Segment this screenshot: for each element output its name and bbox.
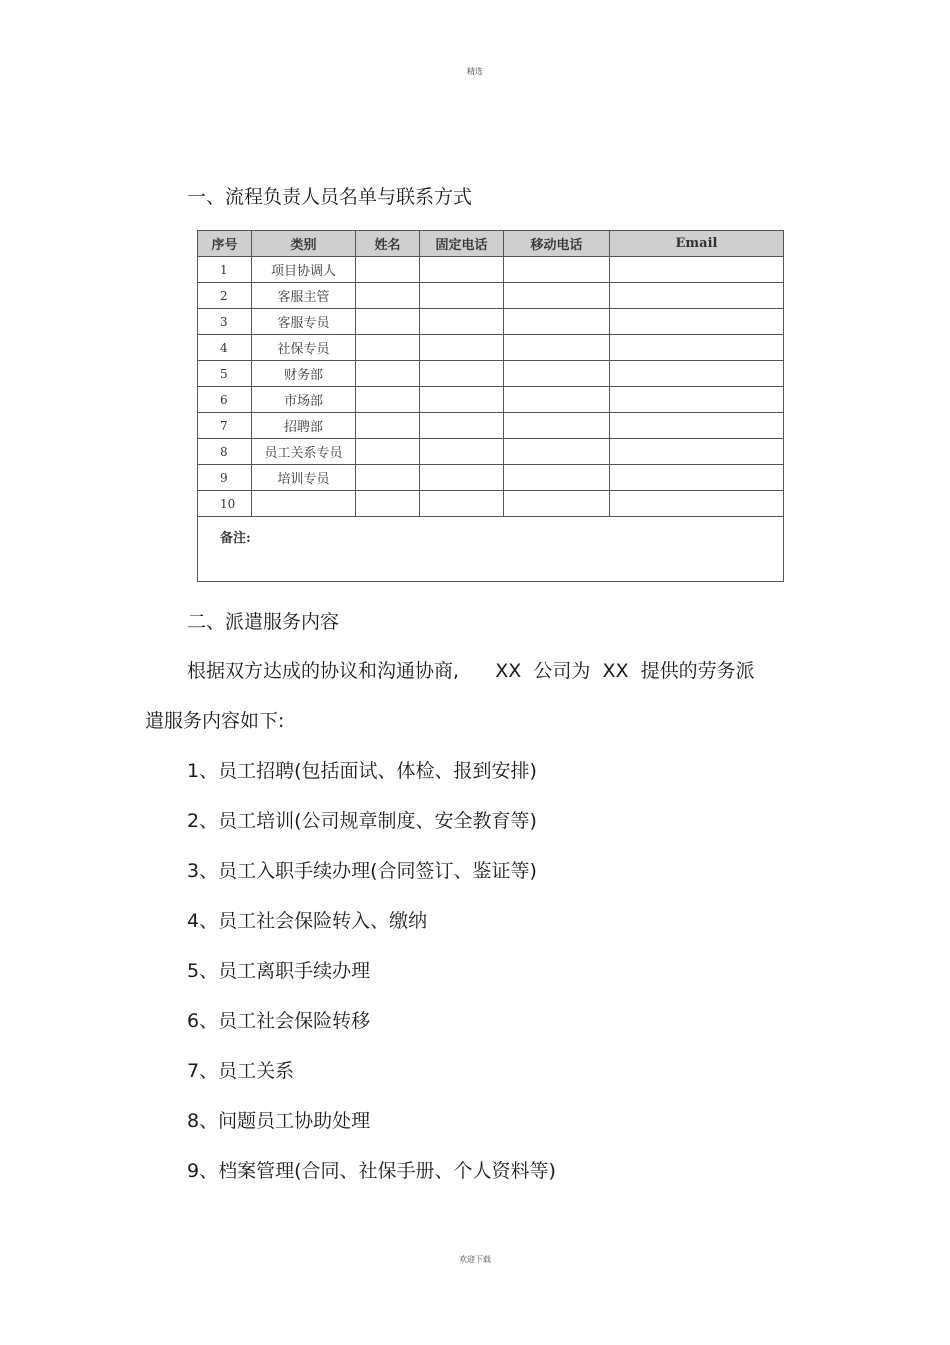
row-mobile-cell [504, 387, 610, 413]
row-name-cell [356, 439, 420, 465]
header-landline: 固定电话 [420, 231, 504, 257]
row-seq: 8 [198, 439, 252, 465]
row-landline-cell [420, 387, 504, 413]
row-name-cell [356, 361, 420, 387]
table-header-row [198, 231, 784, 257]
page-footer-mark: 欢迎下载 [459, 1255, 491, 1264]
table-row [198, 491, 784, 517]
row-email-cell [610, 361, 784, 387]
service-item: 1、员工招聘(包括面试、体检、报到安排) [187, 760, 537, 782]
row-name-cell [356, 413, 420, 439]
service-item: 4、员工社会保险转入、缴纳 [187, 910, 428, 932]
row-seq: 1 [198, 257, 252, 283]
service-item: 8、问题员工协助处理 [187, 1110, 371, 1132]
page-header-mark: 精选 [467, 67, 483, 76]
header-seq: 序号 [198, 231, 252, 257]
row-email-cell [610, 465, 784, 491]
row-mobile-cell [504, 465, 610, 491]
table-row [198, 413, 784, 439]
service-item: 5、员工离职手续办理 [187, 960, 371, 982]
row-seq: 10 [198, 491, 252, 517]
service-item: 3、员工入职手续办理(合同签订、鉴证等) [187, 860, 537, 882]
row-mobile-cell [504, 491, 610, 517]
row-email-cell [610, 309, 784, 335]
contacts-table [197, 230, 784, 582]
intro-paragraph-line-1: 根据双方达成的协议和沟通协商, XX 公司为 XX 提供的劳务派 [187, 660, 755, 682]
row-landline-cell [420, 283, 504, 309]
row-landline-cell [420, 413, 504, 439]
table-row [198, 309, 784, 335]
section-2-title: 二、派遣服务内容 [187, 611, 340, 633]
service-item: 9、档案管理(合同、社保手册、个人资料等) [187, 1160, 556, 1182]
row-category: 员工关系专员 [252, 439, 356, 465]
row-category: 项目协调人 [252, 257, 356, 283]
row-name-cell [356, 491, 420, 517]
row-email-cell [610, 413, 784, 439]
row-landline-cell [420, 309, 504, 335]
service-item: 7、员工关系 [187, 1060, 295, 1082]
intro-paragraph-line-2: 遣服务内容如下: [145, 710, 285, 732]
row-category: 招聘部 [252, 413, 356, 439]
header-mobile: 移动电话 [504, 231, 610, 257]
row-name-cell [356, 465, 420, 491]
table-row [198, 387, 784, 413]
row-name-cell [356, 309, 420, 335]
section-1-title: 一、流程负责人员名单与联系方式 [187, 186, 473, 208]
row-mobile-cell [504, 335, 610, 361]
row-seq: 4 [198, 335, 252, 361]
row-name-cell [356, 335, 420, 361]
row-email-cell [610, 257, 784, 283]
row-seq: 9 [198, 465, 252, 491]
table-row [198, 361, 784, 387]
row-category: 财务部 [252, 361, 356, 387]
row-name-cell [356, 387, 420, 413]
row-seq: 6 [198, 387, 252, 413]
row-name-cell [356, 257, 420, 283]
row-email-cell [610, 335, 784, 361]
service-item: 2、员工培训(公司规章制度、安全教育等) [187, 810, 537, 832]
row-category: 社保专员 [252, 335, 356, 361]
header-name: 姓名 [356, 231, 420, 257]
row-seq: 7 [198, 413, 252, 439]
table-row [198, 335, 784, 361]
row-email-cell [610, 387, 784, 413]
row-category: 客服主管 [252, 283, 356, 309]
row-category: 市场部 [252, 387, 356, 413]
row-email-cell [610, 491, 784, 517]
table-row [198, 465, 784, 491]
row-mobile-cell [504, 413, 610, 439]
row-landline-cell [420, 439, 504, 465]
row-seq: 5 [198, 361, 252, 387]
table-row [198, 257, 784, 283]
row-mobile-cell [504, 309, 610, 335]
row-mobile-cell [504, 361, 610, 387]
header-email: Email [610, 231, 784, 257]
row-mobile-cell [504, 257, 610, 283]
row-email-cell [610, 439, 784, 465]
row-mobile-cell [504, 439, 610, 465]
row-landline-cell [420, 257, 504, 283]
table-row [198, 283, 784, 309]
row-category: 客服专员 [252, 309, 356, 335]
row-email-cell [610, 283, 784, 309]
header-category: 类别 [252, 231, 356, 257]
row-seq: 3 [198, 309, 252, 335]
remark-label: 备注: [198, 517, 784, 582]
row-landline-cell [420, 491, 504, 517]
row-landline-cell [420, 335, 504, 361]
row-mobile-cell [504, 283, 610, 309]
service-item: 6、员工社会保险转移 [187, 1010, 371, 1032]
table-remark-row [198, 517, 784, 582]
row-landline-cell [420, 465, 504, 491]
row-name-cell [356, 283, 420, 309]
row-seq: 2 [198, 283, 252, 309]
row-category [252, 491, 356, 517]
table-row [198, 439, 784, 465]
row-landline-cell [420, 361, 504, 387]
row-category: 培训专员 [252, 465, 356, 491]
